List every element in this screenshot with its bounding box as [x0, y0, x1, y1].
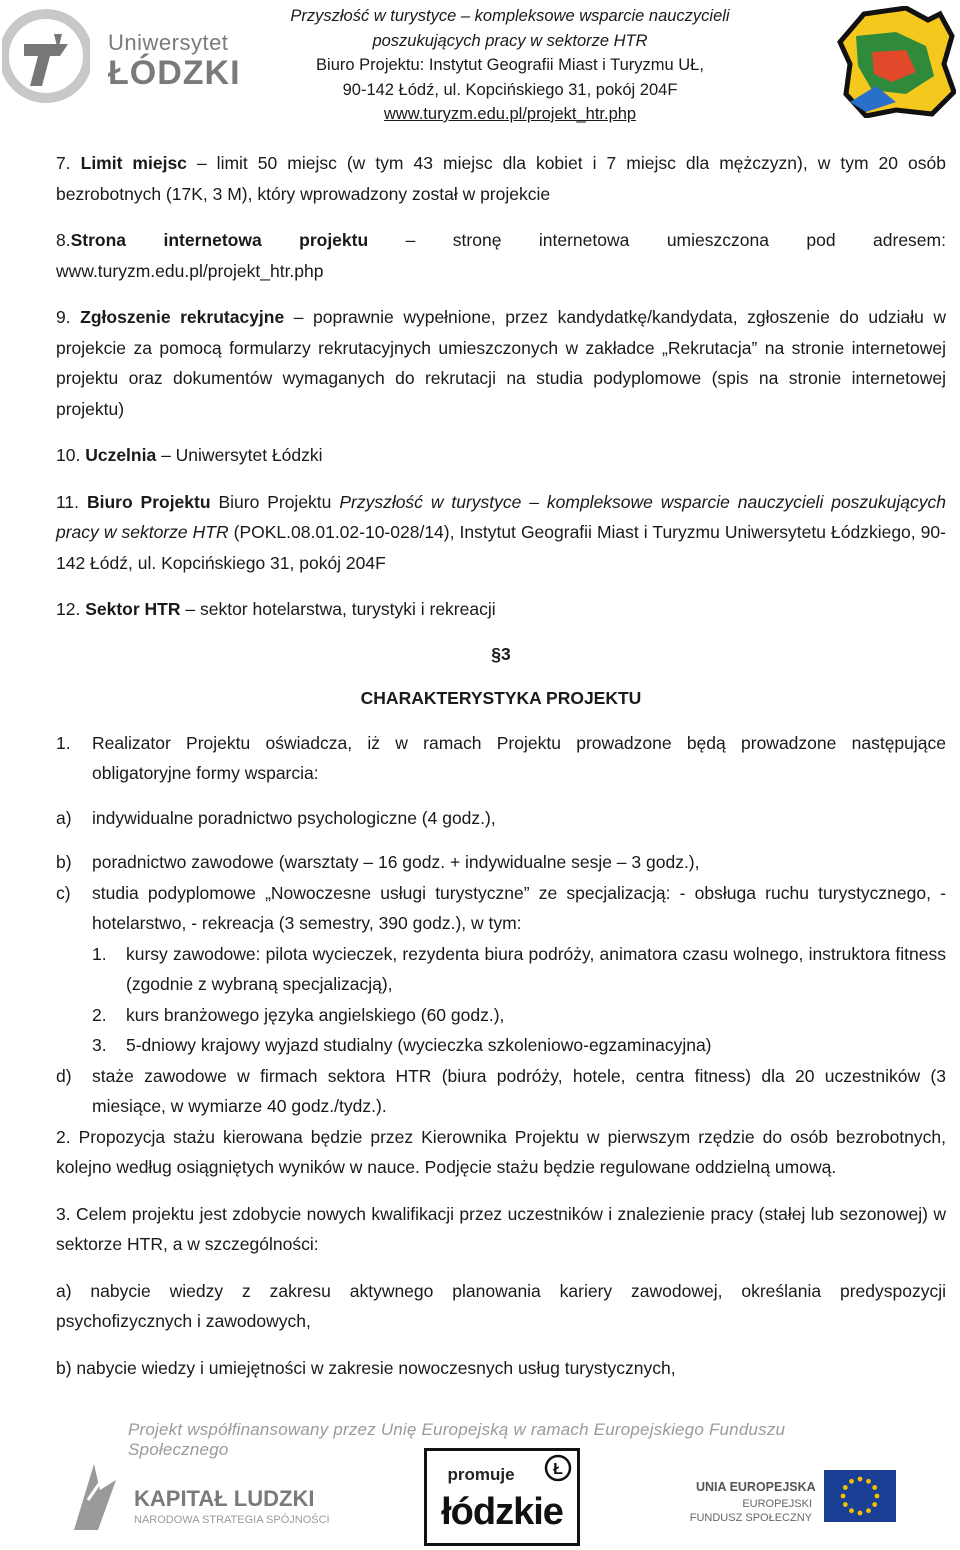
definition-10: [56, 440, 946, 471]
eu-subtitle-2: FUNDUSZ SPOŁECZNY: [689, 1512, 812, 1524]
list-text: studia podyplomowe „Nowoczesne usługi turystyczne” ze specjalizacją: - obsługa ruchu turystycznego, - hotelarstwo, - rekreacja (3 semestry, 390 godz.), w tym:: [92, 882, 946, 933]
definition-9: [56, 302, 946, 424]
project-title-line2: poszukujących pracy w sektorze HTR: [372, 31, 648, 50]
definition-text: – poprawnie wypełnione, przez kandydatkę/kandydata, zgłoszenie do udziału w projekcie za pomocą formularzy rekrutacyjnych umieszczonych w zakładce „Rekrutacja” na stronie internetowej projektu oraz dokumentów wymaganych do rekrutacji na studia podyplomowe (spis na stronie internetowej projektu): [56, 307, 946, 419]
eu-subtitle-1: EUROPEJSKI: [742, 1498, 812, 1510]
definition-text: – sektor hotelarstwa, turystyki i rekreacji: [185, 599, 496, 619]
definition-number: 12.: [56, 599, 81, 619]
definition-number: 8.: [56, 230, 71, 250]
sublist-text: kursy zawodowe: pilota wycieczek, rezydenta biura podróży, animatora czasu wolnego, instruktora fitness (zgodnie z wybraną specjalizacją),: [126, 943, 946, 994]
project-title-line1: Przyszłość w turystyce – kompleksowe wsparcie nauczycieli: [290, 7, 730, 25]
definition-text: Biuro Projektu: [218, 491, 332, 512]
kapital-ludzki-icon: [70, 1460, 120, 1532]
sublist-item-3: [56, 1030, 946, 1061]
sublist-item-1: [56, 939, 946, 1000]
l-circle-icon: [543, 1453, 573, 1483]
definition-number: 11.: [56, 491, 80, 512]
point-3: 3. Celem projektu jest zdobycie nowych kwalifikacji przez uczestników i znalezienie pracy (stałej lub sezonowej) w sektorze HTR, a w szczególności:: [56, 1203, 946, 1254]
sublist-label: 3.: [92, 1035, 107, 1055]
definition-11: [56, 487, 946, 579]
definition-8: [56, 225, 946, 286]
list-label: c): [56, 882, 71, 903]
point-text: Realizator Projektu oświadcza, iż w ramach Projektu prowadzone będą prowadzone następujące obligatoryjne formy wsparcia:: [92, 732, 946, 783]
list-text: poradnictwo zawodowe (warsztaty – 16 godz. + indywidualne sesje – 3 godz.),: [92, 852, 700, 872]
sublist-label: 1.: [92, 943, 107, 964]
definition-number: 10.: [56, 445, 81, 465]
definition-text-continued: (POKL.08.01.02-10-028/14), Instytut Geografii Miast i Turyzmu Uniwersytetu Łódzkiego, 90-142 Łódź, ul. Kopcińskiego 31, pokój 204F: [56, 522, 946, 573]
list-text: indywidualne poradnictwo psychologiczne (4 godz.),: [92, 807, 496, 828]
definition-number: 7.: [56, 153, 71, 173]
eu-flag-icon: [824, 1470, 896, 1522]
list-label: b): [56, 852, 72, 872]
kapital-ludzki-title: KAPITAŁ LUDZKI: [134, 1486, 315, 1511]
project-header-info: [240, 4, 780, 127]
project-name-italic: Przyszłość w turystyce – kompleksowe wsparcie nauczycieli poszukujących pracy w sektorze HTR: [56, 491, 947, 542]
kapital-ludzki-logo: [70, 1448, 340, 1548]
definition-text: – Uniwersytet Łódzki: [161, 445, 323, 465]
office-address-line2: 90-142 Łódź, ul. Kopcińskiego 31, pokój 204F: [342, 80, 678, 99]
definition-term: Zgłoszenie rekrutacyjne: [80, 307, 285, 327]
cofinancing-note: Projekt współfinansowany przez Unię Europejską w ramach Europejskiego Funduszu Społecznego: [128, 1420, 786, 1459]
eu-title: UNIA EUROPEJSKA: [696, 1480, 816, 1494]
point-1: [56, 728, 946, 789]
promuje-label: promuje: [447, 1465, 515, 1484]
sublist-label: 2.: [92, 1004, 107, 1025]
definition-term: Uczelnia: [85, 445, 157, 465]
definition-text: – stronę internetowa umieszczona pod adresem: www.turyzm.edu.pl/projekt_htr.php: [56, 230, 946, 281]
definition-12: [56, 594, 946, 625]
definition-term: Strona internetowa projektu: [70, 230, 369, 250]
definition-number: 9.: [56, 307, 71, 327]
office-address-line1: Biuro Projektu: Instytut Geografii Miast i Turyzmu UŁ,: [316, 56, 704, 74]
project-url-link[interactable]: www.turyzm.edu.pl/projekt_htr.php: [383, 105, 637, 123]
university-name-line2: ŁÓDZKI: [108, 54, 241, 92]
list-label: d): [56, 1065, 72, 1086]
list-label: a): [56, 807, 72, 828]
list-item-c: [56, 878, 946, 939]
promuje-lodzkie-logo: [424, 1448, 580, 1546]
section-number: §3: [491, 643, 511, 664]
definition-text: – limit 50 miejsc (w tym 43 miejsc dla kobiet i 7 miejsc dla mężczyzn), w tym 20 osób bezrobotnych (17K, 3 M), który wprowadzony został w projekcie: [56, 153, 946, 204]
list-item-b: [56, 847, 946, 878]
definition-term: Limit miejsc: [80, 153, 187, 173]
definition-term: Sektor HTR: [85, 599, 181, 619]
sublist-item-2: [56, 1000, 946, 1031]
list-item-d: [56, 1061, 946, 1122]
sublist-text: 5-dniowy krajowy wyjazd studialny (wycieczka szkoleniowo-egzaminacyjna): [126, 1035, 712, 1055]
page-header: [0, 0, 960, 130]
definition-term: Biuro Projektu: [86, 491, 211, 512]
university-name: [108, 30, 241, 90]
section-title: CHARAKTERYSTYKA PROJEKTU: [360, 688, 642, 708]
region-map-logo: [836, 6, 956, 118]
point-2: 2. Propozycja stażu kierowana będzie przez Kierownika Projektu w pierwszym rzędzie do osób bezrobotnych, kolejno według osiągniętych wyników w nauce. Podjęcie stażu będzie regulowane oddzielną umową.: [56, 1126, 946, 1177]
university-seal-logo: [2, 4, 90, 108]
document-body: [56, 148, 946, 1383]
point-3-a: a) nabycie wiedzy z zakresu aktywnego planowania kariery zawodowej, określania predyspozycji psychofizycznych i zawodowych,: [56, 1280, 946, 1331]
university-name-line1: Uniwersytet: [108, 30, 229, 55]
list-item-a: [56, 803, 946, 834]
point-number: 1.: [56, 732, 71, 753]
sublist-text: kurs branżowego języka angielskiego (60 godz.),: [126, 1004, 505, 1025]
svg-text:Ł: Ł: [553, 1461, 563, 1478]
kapital-ludzki-subtitle: NARODOWA STRATEGIA SPÓJNOŚCI: [134, 1514, 330, 1526]
lodzkie-label: łódzkie: [441, 1491, 563, 1533]
list-text: staże zawodowe w firmach sektora HTR (biura podróży, hotele, centra fitness) dla 20 uczestników (3 miesiące, w wymiarze 40 godz./tydz.).: [92, 1065, 946, 1116]
eu-fund-logo: [689, 1448, 896, 1548]
point-3-b: b) nabycie wiedzy i umiejętności w zakresie nowoczesnych usług turystycznych,: [56, 1357, 676, 1378]
definition-7: [56, 148, 946, 209]
